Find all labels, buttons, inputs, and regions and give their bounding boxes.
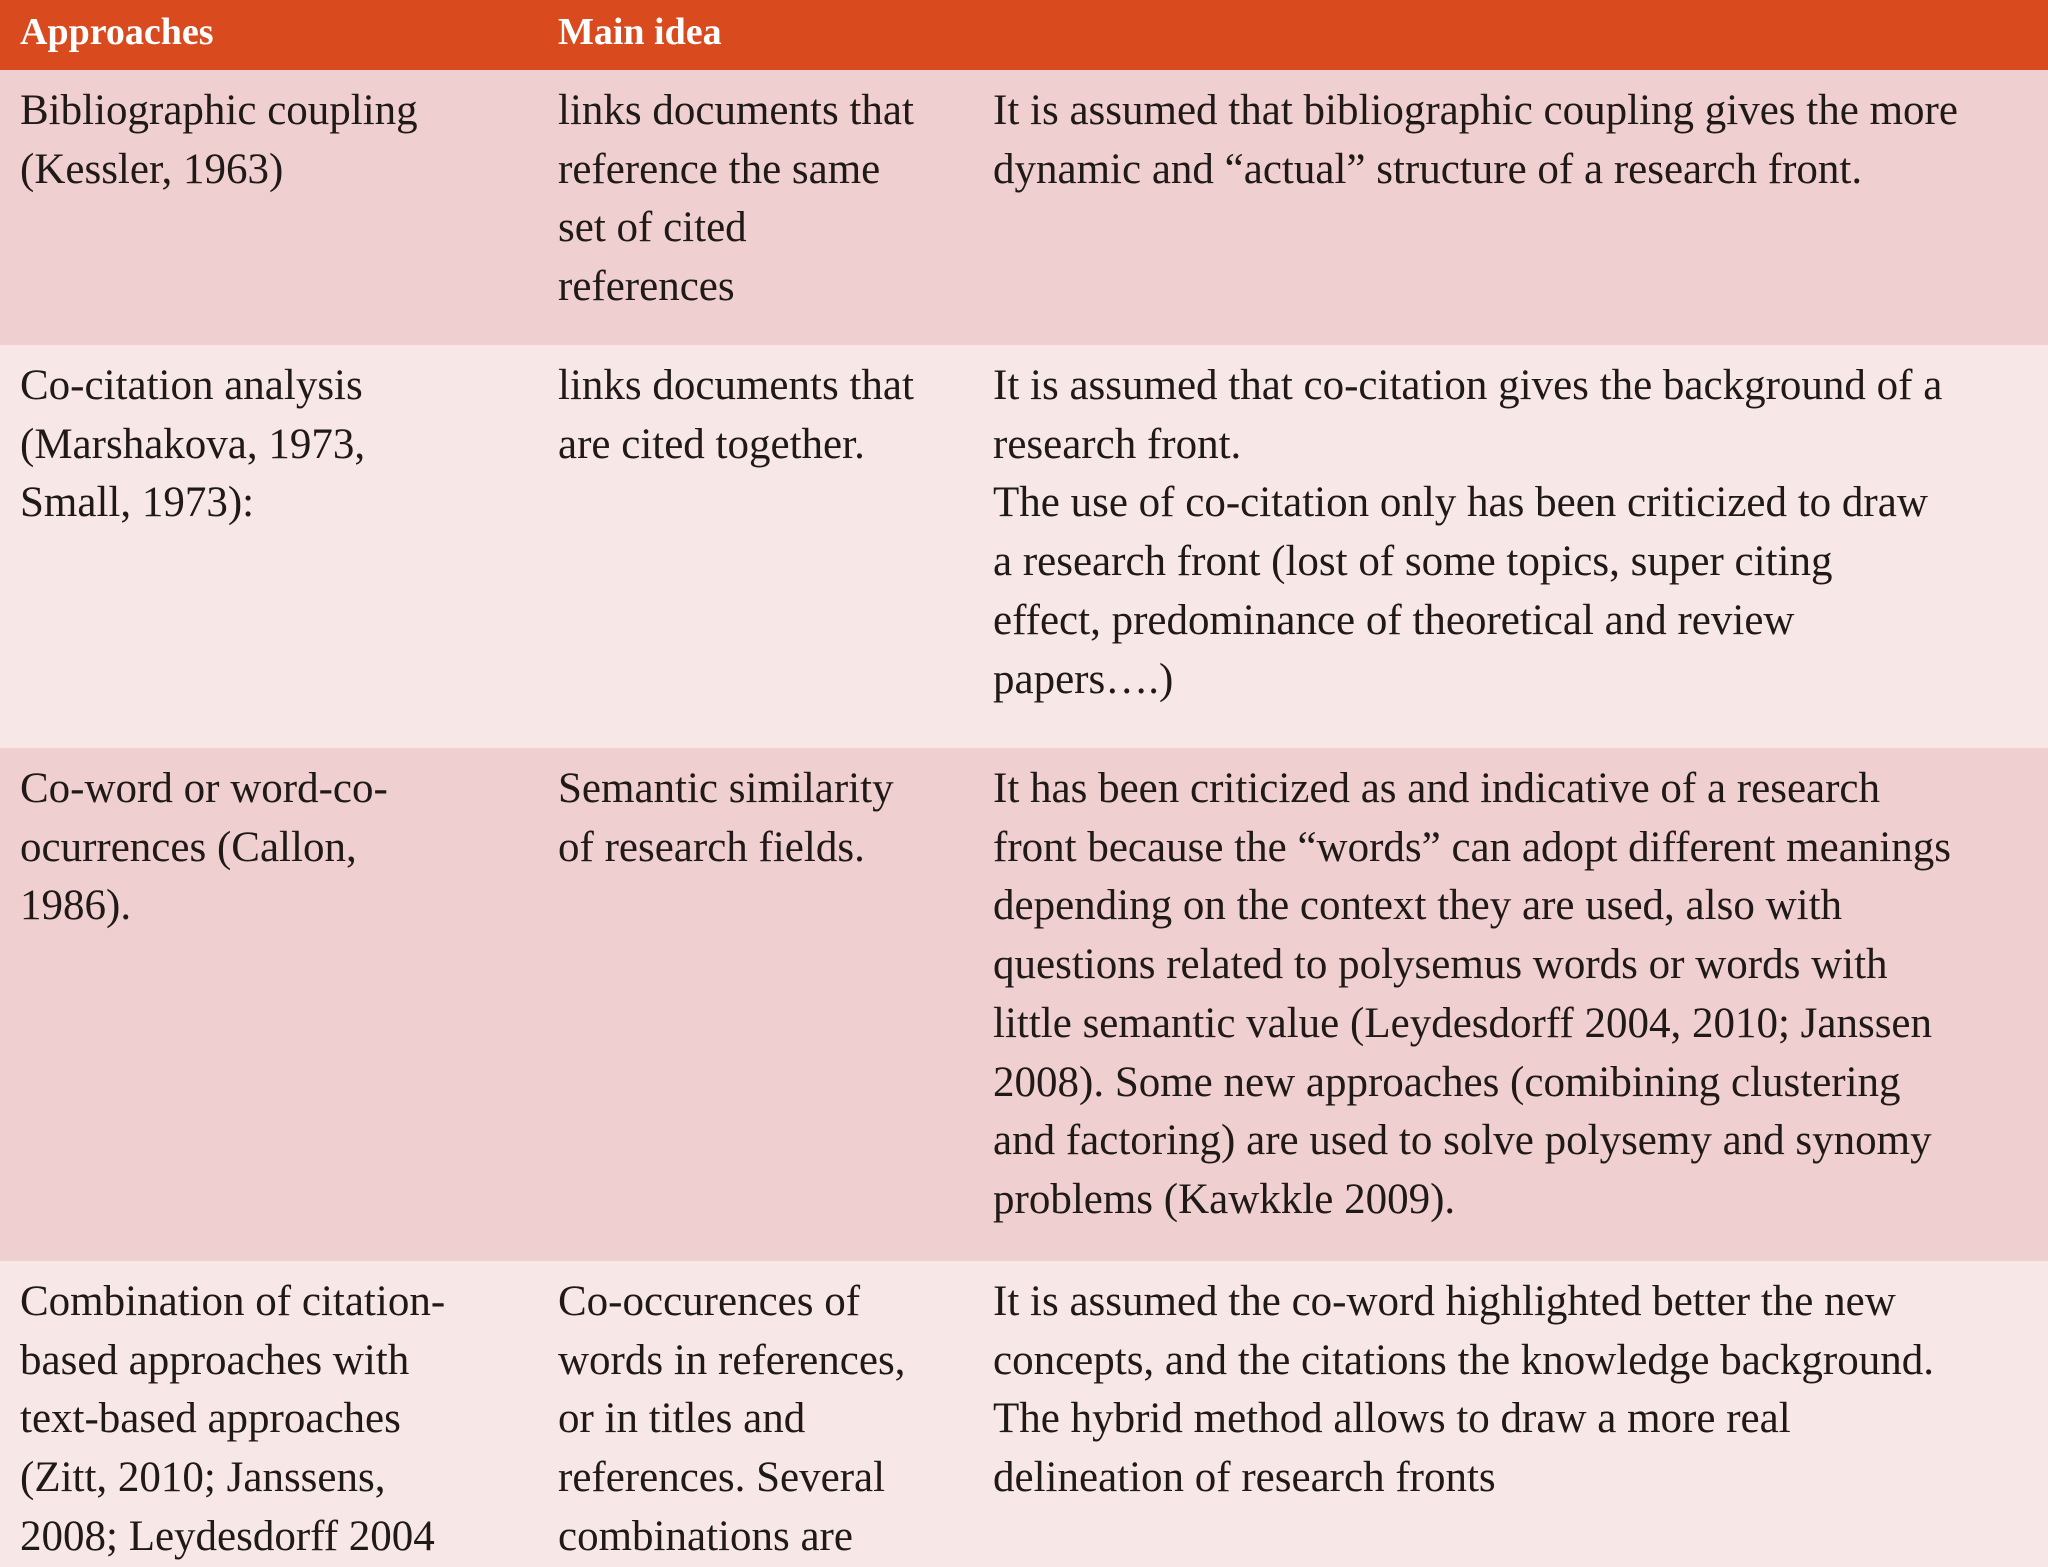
table-header	[0, 0, 2048, 70]
comment-cell: It has been criticized as and indicative of a research front because the “words” can adopt different meanings depending on the context they are used, also with questions related to polysemus words or words with little semantic value (Leydesdorff 2004, 2010; Janssen 2008). Some new approaches (comibining clustering and factoring) are used to solve polysemy and synomy problems (Kawkkle 2009).	[993, 765, 1951, 1223]
main-idea-cell: Semantic similarity of research fields.	[558, 765, 894, 871]
approach-cell: Co-word or word-co- ocurrences (Callon, 1986).	[20, 765, 388, 930]
column-header-approaches: Approaches	[20, 11, 214, 53]
table-row-co-citation	[0, 345, 2048, 748]
column-header-main-idea: Main idea	[558, 11, 722, 53]
main-idea-cell: Co-occurences of words in references, or in titles and references. Several combinations are	[558, 1278, 906, 1560]
approach-cell: Combination of citation- based approaches with text-based approaches (Zitt, 2010; Janssens, 2008; Leydesdorff 2004	[20, 1278, 446, 1560]
approach-cell: Co-citation analysis (Marshakova, 1973, Small, 1973):	[20, 362, 366, 527]
comment-cell: It is assumed that bibliographic coupling gives the more dynamic and “actual” structure of a research front.	[993, 87, 1958, 193]
comment-cell: It is assumed the co-word highlighted better the new concepts, and the citations the knowledge background. The hybrid method allows to draw a more real delineation of research fronts	[993, 1278, 1934, 1502]
main-idea-cell: links documents that are cited together.	[558, 362, 914, 468]
comment-cell: It is assumed that co-citation gives the background of a research front. The use of co-citation only has been criticized to draw a research front (lost of some topics, super citing effect, predominance of theoretical and review papers….)	[993, 362, 1943, 703]
main-idea-cell: links documents that reference the same set of cited references	[558, 87, 914, 311]
table-row-combination	[0, 1261, 2048, 1560]
table-row-bibliographic-coupling	[0, 70, 2048, 345]
approach-cell: Bibliographic coupling (Kessler, 1963)	[20, 87, 418, 193]
table-row-co-word	[0, 748, 2048, 1261]
